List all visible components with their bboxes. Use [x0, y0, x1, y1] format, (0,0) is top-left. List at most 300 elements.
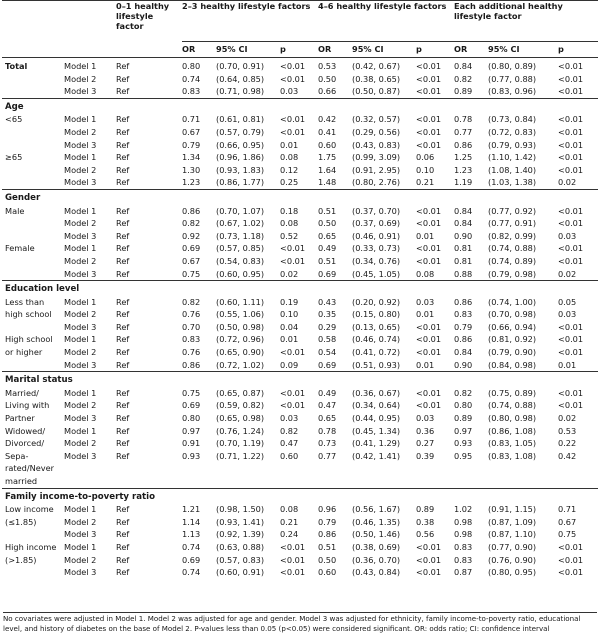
table-row [2, 205, 598, 218]
p-4-6: <0.01 [416, 86, 442, 97]
ci-4-6: (0.46, 1.35) [352, 516, 401, 527]
or-each: 0.90 [454, 230, 473, 241]
or-2-3: 0.97 [182, 425, 201, 436]
row-label: Less than [5, 296, 45, 307]
table-row [2, 113, 598, 126]
row-label [2, 139, 64, 152]
row-label: high school [5, 309, 52, 320]
or-each: 0.97 [454, 425, 473, 436]
ci-4-6: (0.20, 0.92) [352, 296, 401, 307]
p-4-6: <0.01 [416, 218, 442, 229]
table-row [2, 296, 598, 309]
reference: Ref [116, 387, 130, 398]
table-row [2, 151, 598, 164]
group-heading-row [2, 372, 598, 387]
ci-each [488, 475, 558, 488]
ci-2-3: (0.93, 1.83) [216, 164, 265, 175]
table-row [2, 230, 598, 243]
model-name: Model 2 [64, 347, 97, 358]
or-each: 0.82 [454, 73, 473, 84]
ci-4-6: (0.43, 0.83) [352, 139, 401, 150]
or-4-6: 0.96 [318, 504, 337, 515]
or-each: 0.84 [454, 61, 473, 71]
row-label [2, 268, 64, 281]
p-4-6: <0.01 [416, 243, 442, 254]
ci-2-3: (0.60, 0.95) [216, 268, 265, 279]
p-2-3: 0.47 [280, 438, 299, 449]
ci-4-6: (0.50, 0.87) [352, 86, 401, 97]
p-2-3: 0.09 [280, 359, 299, 370]
or-4-6: 0.51 [318, 255, 337, 266]
table-row [2, 541, 598, 554]
or-each: 1.25 [454, 152, 473, 163]
row-label: Male [5, 205, 25, 216]
reference: Ref [116, 450, 130, 461]
reference: Ref [116, 516, 130, 527]
p-each: 0.53 [558, 425, 577, 436]
model-name [64, 462, 116, 475]
or-2-3: 0.75 [182, 268, 201, 279]
or-each: 0.84 [454, 347, 473, 358]
or-each: 0.86 [454, 139, 473, 150]
row-label: Sepa- [5, 450, 29, 461]
model-name: Model 3 [64, 529, 97, 540]
row-label: or higher [5, 347, 43, 358]
p-2-3: <0.01 [280, 554, 306, 565]
or-each: 0.82 [454, 387, 473, 398]
p-4-6: 0.36 [416, 425, 435, 436]
p-each: 0.03 [558, 309, 577, 320]
p-2-3: 0.01 [280, 334, 299, 345]
reference: Ref [116, 504, 130, 515]
table-row [2, 176, 598, 189]
row-label: Total [5, 61, 28, 71]
reference: Ref [116, 177, 130, 188]
group-heading-row [2, 189, 598, 204]
or-2-3: 0.70 [182, 321, 201, 332]
or-4-6 [318, 462, 352, 475]
ci-2-3: (0.67, 1.02) [216, 218, 265, 229]
ci-4-6: (0.36, 0.70) [352, 554, 401, 565]
table-row [2, 528, 598, 541]
p-4-6: 0.27 [416, 438, 435, 449]
p-4-6: <0.01 [416, 61, 442, 71]
p-2-3: 0.02 [280, 268, 299, 279]
reference: Ref [116, 139, 130, 150]
or-4-6: 0.50 [318, 218, 337, 229]
header-group-4-6: 4–6 healthy lifestyle factors [318, 1, 454, 42]
or-each [454, 475, 488, 488]
ci-each: (0.73, 0.84) [488, 114, 537, 125]
p-each: 0.22 [558, 438, 577, 449]
p-2-3: 0.52 [280, 230, 299, 241]
ci-each: (0.86, 1.08) [488, 425, 537, 436]
ci-4-6: (0.42, 1.41) [352, 450, 401, 461]
ci-each: (0.74, 0.88) [488, 400, 537, 411]
model-name: Model 1 [64, 205, 97, 216]
model-name: Model 1 [64, 387, 97, 398]
header-or: OR [454, 44, 468, 54]
ci-each: (0.79, 0.93) [488, 139, 537, 150]
header-or: OR [318, 44, 332, 54]
table-row [2, 217, 598, 230]
reference: Ref [116, 126, 130, 137]
ci-2-3 [216, 475, 280, 488]
or-each: 0.83 [454, 541, 473, 552]
ci-each: (0.83, 1.08) [488, 450, 537, 461]
table-row [2, 308, 598, 321]
table-row [2, 255, 598, 268]
or-4-6: 0.66 [318, 86, 337, 97]
reference: Ref [116, 309, 130, 320]
model-name: Model 2 [64, 255, 97, 266]
reference [116, 462, 182, 475]
reference: Ref [116, 541, 130, 552]
or-2-3: 0.74 [182, 73, 201, 84]
ci-each: (0.87, 1.10) [488, 529, 537, 540]
table-row [2, 475, 598, 488]
reference: Ref [116, 413, 130, 424]
p-each: <0.01 [558, 139, 584, 150]
or-4-6: 0.49 [318, 387, 337, 398]
group-heading-row [2, 98, 598, 113]
p-4-6: <0.01 [416, 400, 442, 411]
row-label: High school [5, 334, 53, 345]
reference: Ref [116, 359, 130, 370]
reference: Ref [116, 268, 130, 279]
ci-2-3: (0.71, 0.98) [216, 86, 265, 97]
or-each: 0.86 [454, 334, 473, 345]
row-label: Married/ [5, 387, 39, 398]
row-label [2, 217, 64, 230]
ci-each: (0.82, 0.99) [488, 230, 537, 241]
ci-2-3: (0.96, 1.86) [216, 152, 265, 163]
or-2-3: 0.69 [182, 243, 201, 254]
p-4-6: <0.01 [416, 387, 442, 398]
p-each: <0.01 [558, 554, 584, 565]
ci-4-6: (0.43, 0.84) [352, 567, 401, 578]
ci-4-6: (0.15, 0.80) [352, 309, 401, 320]
p-4-6: 0.08 [416, 268, 435, 279]
or-4-6: 0.54 [318, 347, 337, 358]
p-4-6: 0.01 [416, 309, 435, 320]
row-label: ≥65 [5, 152, 23, 163]
results-table [2, 0, 598, 579]
model-name: Model 2 [64, 218, 97, 229]
or-each: 0.89 [454, 86, 473, 97]
ci-2-3: (0.55, 1.06) [216, 309, 265, 320]
p-each: 0.02 [558, 268, 577, 279]
ci-4-6: (0.33, 0.73) [352, 243, 401, 254]
row-label: Female [5, 243, 35, 254]
model-name: Model 1 [64, 114, 97, 125]
p-2-3: 0.18 [280, 205, 299, 216]
table-row [2, 359, 598, 372]
p-4-6: 0.38 [416, 516, 435, 527]
ci-4-6: (0.45, 1.05) [352, 268, 401, 279]
p-each: 0.71 [558, 504, 577, 515]
ci-2-3: (0.57, 0.83) [216, 554, 265, 565]
p-2-3: 0.60 [280, 450, 299, 461]
ci-2-3: (0.59, 0.82) [216, 400, 265, 411]
or-2-3: 0.69 [182, 554, 201, 565]
p-2-3: 0.24 [280, 529, 299, 540]
p-2-3: <0.01 [280, 114, 306, 125]
reference: Ref [116, 243, 130, 254]
ci-4-6: (0.34, 0.76) [352, 255, 401, 266]
p-4-6: <0.01 [416, 255, 442, 266]
ci-4-6: (0.38, 0.69) [352, 541, 401, 552]
or-4-6: 0.50 [318, 554, 337, 565]
or-2-3: 0.86 [182, 205, 201, 216]
or-2-3: 0.93 [182, 450, 201, 461]
table-row [2, 85, 598, 98]
or-each: 0.79 [454, 321, 473, 332]
ci-each: (0.74, 0.89) [488, 255, 537, 266]
or-each: 0.93 [454, 438, 473, 449]
ci-2-3: (0.57, 0.79) [216, 126, 265, 137]
ci-each: (0.70, 0.98) [488, 309, 537, 320]
p-each: <0.01 [558, 73, 584, 84]
group-heading-row [2, 281, 598, 296]
table-row [2, 450, 598, 463]
header-or: OR [182, 44, 196, 54]
group-heading: Marital status [5, 375, 73, 386]
header-ci: 95% CI [488, 44, 520, 54]
p-4-6: 0.10 [416, 164, 435, 175]
row-label [2, 176, 64, 189]
or-each: 0.78 [454, 114, 473, 125]
row-label: High income [5, 541, 57, 552]
ci-4-6: (0.41, 0.72) [352, 347, 401, 358]
or-4-6: 0.50 [318, 73, 337, 84]
p-2-3 [280, 475, 318, 488]
or-each: 0.98 [454, 516, 473, 527]
ci-2-3: (0.92, 1.39) [216, 529, 265, 540]
p-each: 0.03 [558, 230, 577, 241]
table-row [2, 554, 598, 567]
model-name: Model 2 [64, 309, 97, 320]
row-label [2, 230, 64, 243]
ci-4-6: (0.46, 0.91) [352, 230, 401, 241]
p-2-3: 0.12 [280, 164, 299, 175]
header-row-columns [2, 42, 598, 58]
row-label: (≤1.85) [5, 516, 37, 527]
p-4-6: <0.01 [416, 347, 442, 358]
ci-2-3: (0.50, 0.98) [216, 321, 265, 332]
ci-4-6: (0.44, 0.95) [352, 413, 401, 424]
p-each: <0.01 [558, 400, 584, 411]
p-4-6: <0.01 [416, 334, 442, 345]
p-4-6 [416, 475, 454, 488]
p-4-6: <0.01 [416, 541, 442, 552]
table-row [2, 387, 598, 400]
model-name: Model 2 [64, 164, 97, 175]
or-4-6: 1.48 [318, 177, 337, 188]
ci-each: (0.79, 0.90) [488, 347, 537, 358]
or-each: 0.81 [454, 243, 473, 254]
ci-2-3 [216, 462, 280, 475]
or-4-6: 0.60 [318, 139, 337, 150]
p-each: <0.01 [558, 61, 584, 71]
row-label [2, 164, 64, 177]
ci-2-3: (0.65, 0.98) [216, 413, 265, 424]
p-4-6: <0.01 [416, 114, 442, 125]
or-2-3: 0.83 [182, 86, 201, 97]
or-2-3: 0.91 [182, 438, 201, 449]
row-label [2, 359, 64, 372]
ci-4-6: (0.34, 0.64) [352, 400, 401, 411]
ci-each: (0.83, 1.05) [488, 438, 537, 449]
ci-2-3: (0.72, 0.96) [216, 334, 265, 345]
p-2-3: <0.01 [280, 61, 306, 71]
row-label: Partner [5, 413, 35, 424]
or-2-3: 0.74 [182, 567, 201, 578]
p-4-6: 0.21 [416, 177, 435, 188]
model-name: Model 3 [64, 359, 97, 370]
or-4-6: 0.49 [318, 243, 337, 254]
or-2-3: 0.76 [182, 309, 201, 320]
table-row [2, 516, 598, 529]
p-each: 0.05 [558, 296, 577, 307]
ci-4-6: (0.50, 1.46) [352, 529, 401, 540]
or-each: 0.77 [454, 126, 473, 137]
p-each: <0.01 [558, 387, 584, 398]
reference: Ref [116, 438, 130, 449]
table-row [2, 437, 598, 450]
reference: Ref [116, 61, 130, 71]
p-4-6: <0.01 [416, 567, 442, 578]
or-each: 0.84 [454, 218, 473, 229]
model-name: Model 2 [64, 126, 97, 137]
model-name: Model 1 [64, 296, 97, 307]
or-4-6: 0.69 [318, 268, 337, 279]
p-each: <0.01 [558, 243, 584, 254]
p-each: 0.02 [558, 177, 577, 188]
header-row-groups [2, 1, 598, 42]
ci-4-6: (0.80, 2.76) [352, 177, 401, 188]
p-each: <0.01 [558, 321, 584, 332]
or-4-6: 0.58 [318, 334, 337, 345]
model-name: Model 2 [64, 400, 97, 411]
p-each: <0.01 [558, 567, 584, 578]
reference: Ref [116, 529, 130, 540]
row-label: Living with [5, 400, 50, 411]
ci-2-3: (0.70, 1.19) [216, 438, 265, 449]
ci-each: (0.77, 0.91) [488, 218, 537, 229]
or-each: 0.98 [454, 529, 473, 540]
or-4-6: 0.86 [318, 529, 337, 540]
row-label: married [5, 476, 38, 486]
p-each: <0.01 [558, 205, 584, 216]
table-row [2, 425, 598, 438]
or-2-3: 0.71 [182, 114, 201, 125]
ci-each: (0.91, 1.15) [488, 504, 537, 515]
model-name: Model 2 [64, 516, 97, 527]
reference: Ref [116, 86, 130, 97]
header-ci: 95% CI [352, 44, 384, 54]
ci-2-3: (0.61, 0.81) [216, 114, 265, 125]
or-2-3: 0.82 [182, 218, 201, 229]
or-each: 0.87 [454, 567, 473, 578]
ci-2-3: (0.66, 0.95) [216, 139, 265, 150]
p-2-3: <0.01 [280, 243, 306, 254]
header-group-each: Each additional healthy lifestyle factor [454, 1, 598, 42]
or-4-6: 0.69 [318, 359, 337, 370]
p-2-3: <0.01 [280, 347, 306, 358]
reference: Ref [116, 334, 130, 345]
p-2-3: 0.10 [280, 309, 299, 320]
or-2-3 [182, 475, 216, 488]
ci-each: (0.77, 0.92) [488, 205, 537, 216]
p-each: <0.01 [558, 218, 584, 229]
ci-2-3: (0.98, 1.50) [216, 504, 265, 515]
reference: Ref [116, 321, 130, 332]
reference: Ref [116, 554, 130, 565]
ci-4-6: (0.29, 0.56) [352, 126, 401, 137]
or-4-6: 0.60 [318, 567, 337, 578]
p-4-6: <0.01 [416, 73, 442, 84]
ci-2-3: (0.65, 0.90) [216, 347, 265, 358]
table-row [2, 412, 598, 425]
model-name: Model 3 [64, 321, 97, 332]
reference: Ref [116, 400, 130, 411]
ci-4-6 [352, 475, 416, 488]
p-4-6: <0.01 [416, 205, 442, 216]
or-2-3: 0.69 [182, 400, 201, 411]
p-2-3: 0.01 [280, 139, 299, 150]
row-label: Widowed/ [5, 425, 46, 436]
or-2-3: 1.34 [182, 152, 201, 163]
ci-each: (1.03, 1.38) [488, 177, 537, 188]
table-row [2, 268, 598, 281]
reference: Ref [116, 218, 130, 229]
or-2-3: 1.14 [182, 516, 201, 527]
table-row [2, 346, 598, 359]
header-group-2-3: 2–3 healthy lifestyle factors [182, 1, 318, 42]
table-row [2, 242, 598, 255]
p-2-3: 0.21 [280, 516, 299, 527]
table-row [2, 164, 598, 177]
p-2-3: 0.08 [280, 504, 299, 515]
p-2-3: <0.01 [280, 541, 306, 552]
ci-2-3: (0.63, 0.88) [216, 541, 265, 552]
row-label [2, 528, 64, 541]
ci-2-3: (0.70, 0.91) [216, 61, 265, 71]
row-label: <65 [5, 114, 23, 125]
or-2-3: 0.75 [182, 387, 201, 398]
model-name: Model 3 [64, 139, 97, 150]
ci-each: (0.80, 0.95) [488, 567, 537, 578]
group-heading: Education level [5, 284, 80, 295]
or-2-3: 0.92 [182, 230, 201, 241]
or-each: 0.88 [454, 268, 473, 279]
p-4-6: <0.01 [416, 139, 442, 150]
group-heading: Family income-to-poverty ratio [5, 491, 156, 502]
ci-2-3: (0.72, 1.02) [216, 359, 265, 370]
p-4-6: 0.01 [416, 230, 435, 241]
model-name: Model 1 [64, 541, 97, 552]
or-4-6: 0.29 [318, 321, 337, 332]
or-each: 1.23 [454, 164, 473, 175]
or-4-6: 0.41 [318, 126, 337, 137]
or-each: 0.84 [454, 205, 473, 216]
p-each: <0.01 [558, 152, 584, 163]
ci-4-6: (0.91, 2.95) [352, 164, 401, 175]
or-each [454, 462, 488, 475]
p-2-3: 0.08 [280, 152, 299, 163]
row-label [2, 85, 64, 98]
